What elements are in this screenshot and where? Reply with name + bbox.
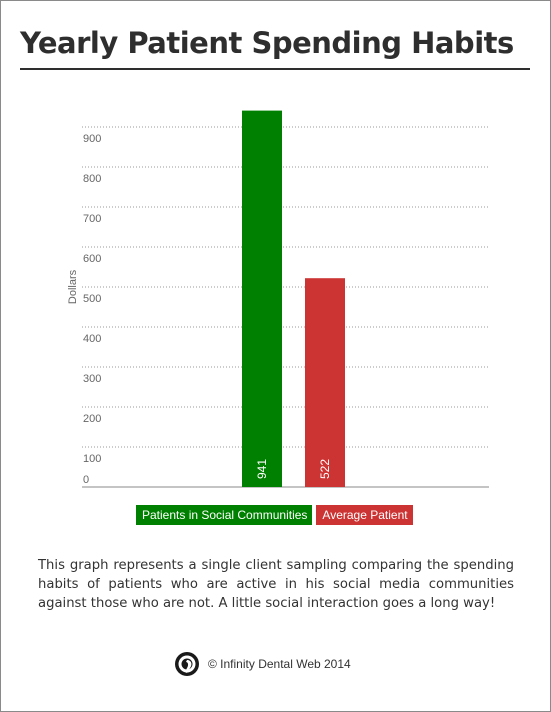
legend-item-0: Patients in Social Communities <box>136 505 312 525</box>
infinity-dental-logo-icon <box>174 651 200 677</box>
y-tick-label-500: 500 <box>83 293 102 305</box>
y-tick-label-700: 700 <box>83 213 102 225</box>
y-tick-label-600: 600 <box>83 253 102 265</box>
footer <box>174 651 351 677</box>
y-tick-label-100: 100 <box>83 453 102 465</box>
legend-item-1: Average Patient <box>316 505 412 525</box>
bar-average-patient <box>305 278 345 487</box>
y-tick-label-900: 900 <box>83 133 102 145</box>
y-tick-label-300: 300 <box>83 373 102 385</box>
y-tick-label-400: 400 <box>83 333 102 345</box>
y-tick-label-0: 0 <box>83 474 90 486</box>
footer-copyright: © Infinity Dental Web 2014 <box>208 657 351 671</box>
bar-value-label-0: 941 <box>255 458 269 479</box>
page-title: Yearly Patient Spending Habits <box>20 26 514 60</box>
y-tick-label-800: 800 <box>83 173 102 185</box>
bar-value-label-1: 522 <box>318 458 332 479</box>
chart-legend <box>136 505 413 525</box>
y-tick-label-200: 200 <box>83 413 102 425</box>
bar-social-communities <box>242 111 282 487</box>
y-axis-label: Dollars <box>67 269 79 305</box>
chart-description: This graph represents a single client sampling comparing the spending habits of patients who are active in his social media communities against those who are not. A little social interaction goes a long way! <box>38 558 514 611</box>
